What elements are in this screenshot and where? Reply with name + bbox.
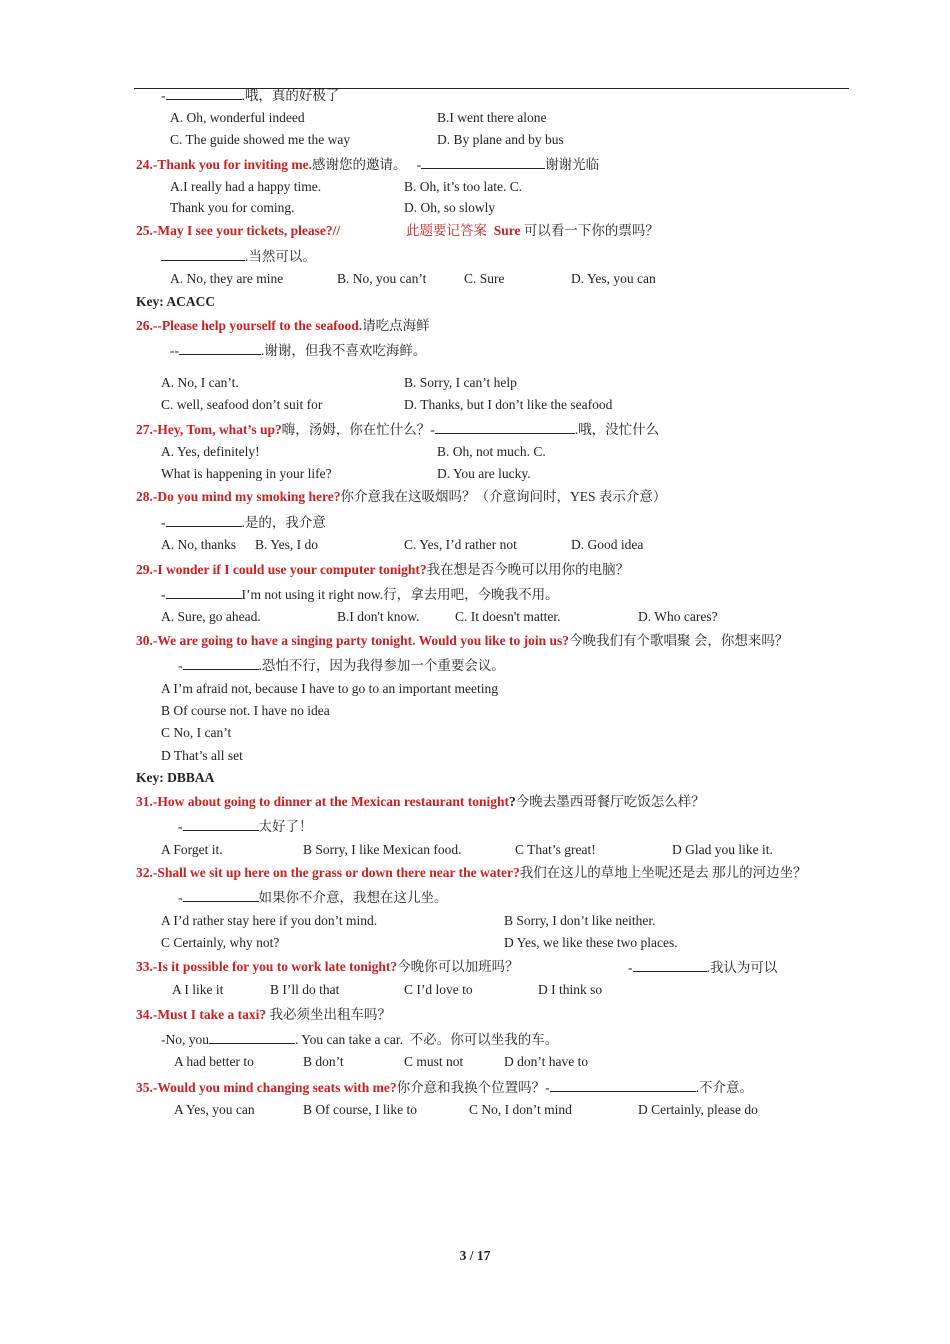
q28-option-a: A. No, thanks xyxy=(161,537,236,552)
q28-question: 28.-Do you mind my smoking here?你介意我在这吸烟吗？（介意询问时，YES 表示介意） xyxy=(136,489,667,504)
q24-option-d: D. Oh, so slowly xyxy=(404,200,496,215)
q27-option-a: A. Yes, definitely! xyxy=(161,444,260,459)
q30-option-d: D That’s all set xyxy=(161,748,243,763)
q25-option-b: B. No, you can’t xyxy=(337,271,427,286)
q26-option-c: C. well, seafood don’t suit for xyxy=(161,397,323,412)
q24-question: 24.-Thank you for inviting me.感谢您的邀请。 - 谢谢光临 xyxy=(136,157,600,172)
q23-reply: - .哦，真的好极了 xyxy=(161,88,340,103)
q30-option-a: A I’m afraid not, because I have to go to an important meeting xyxy=(161,681,499,696)
q33-option-d: D I think so xyxy=(538,982,603,997)
answer-key-1: Key: ACACC xyxy=(136,294,216,309)
q32-option-c: C Certainly, why not? xyxy=(161,935,280,950)
q27-question: 27.-Hey, Tom, what’s up?嗨，汤姆，你在忙什么？- .哦，没忙什么 xyxy=(136,422,660,437)
answer-blank[interactable] xyxy=(550,1078,696,1092)
answer-blank[interactable] xyxy=(179,341,261,355)
q27-option-d: D. You are lucky. xyxy=(437,466,531,481)
q33-reply: - .我认为可以 xyxy=(628,960,778,975)
q23-option-c: C. The guide showed me the way xyxy=(170,132,351,147)
q28-option-b: B. Yes, I do xyxy=(255,537,319,552)
q32-question: 32.-Shall we sit up here on the grass or down there near the water?我们在这儿的草地上坐呢还是去 那儿的河边坐？ xyxy=(136,865,807,880)
answer-blank[interactable] xyxy=(166,585,242,599)
q28-option-d: D. Good idea xyxy=(571,537,644,552)
q31-reply: - 太好了！ xyxy=(178,819,313,834)
q29-option-c: C. It doesn't matter. xyxy=(455,609,561,624)
q23-option-b: B.I went there alone xyxy=(437,110,547,125)
q29-option-b: B.I don't know. xyxy=(337,609,420,624)
q29-option-a: A. Sure, go ahead. xyxy=(161,609,261,624)
q35-option-b: B Of course, I like to xyxy=(303,1102,417,1117)
q24-option-b: B. Oh, it’s too late. C. xyxy=(404,179,523,194)
answer-blank[interactable] xyxy=(183,888,259,902)
q31-option-d: D Glad you like it. xyxy=(672,842,773,857)
page-number: 3 / 17 xyxy=(459,1248,491,1263)
q34-option-d: D don’t have to xyxy=(504,1054,589,1069)
q30-option-c: C No, I can’t xyxy=(161,725,232,740)
q25-note: 此题要记答案 Sure 可以看一下你的票吗？ xyxy=(406,223,659,238)
q26-option-a: A. No, I can’t. xyxy=(161,375,239,390)
q29-question: 29.-I wonder if I could use your computer tonight?我在想是否今晚可以用你的电脑？ xyxy=(136,562,630,577)
q35-option-d: D Certainly, please do xyxy=(638,1102,758,1117)
q25-question: 25.-May I see your tickets, please?// xyxy=(136,223,341,238)
q26-option-b: B. Sorry, I can’t help xyxy=(404,375,517,390)
q31-option-b: B Sorry, I like Mexican food. xyxy=(303,842,462,857)
q35-option-a: A Yes, you can xyxy=(174,1102,255,1117)
q28-reply: - .是的，我介意 xyxy=(161,515,326,530)
q33-question: 33.-Is it possible for you to work late tonight?今晚你可以加班吗？ xyxy=(136,959,519,974)
q23-option-d: D. By plane and by bus xyxy=(437,132,564,147)
q24-option-c: Thank you for coming. xyxy=(170,200,295,215)
answer-blank[interactable] xyxy=(166,86,242,100)
q27-option-b: B. Oh, not much. C. xyxy=(437,444,546,459)
q24-option-a: A.I really had a happy time. xyxy=(170,179,322,194)
answer-blank[interactable] xyxy=(183,817,259,831)
answer-blank[interactable] xyxy=(435,420,575,434)
q33-option-b: B I’ll do that xyxy=(270,982,340,997)
q31-option-c: C That’s great! xyxy=(515,842,596,857)
answer-blank[interactable] xyxy=(209,1030,295,1044)
q34-question: 34.-Must I take a taxi? 我必须坐出租车吗？ xyxy=(136,1007,391,1022)
q26-option-d: D. Thanks, but I don’t like the seafood xyxy=(404,397,613,412)
q32-reply: - 如果你不介意，我想在这儿坐。 xyxy=(178,890,448,905)
q35-question: 35.-Would you mind changing seats with me?你介意和我换个位置吗？- .不介意。 xyxy=(136,1080,754,1095)
q28-option-c: C. Yes, I’d rather not xyxy=(404,537,517,552)
q25-option-a: A. No, they are mine xyxy=(170,271,284,286)
q32-option-d: D Yes, we like these two places. xyxy=(504,935,678,950)
answer-blank[interactable] xyxy=(183,656,259,670)
q33-option-c: C I’d love to xyxy=(404,982,473,997)
q26-question: 26.--Please help yourself to the seafood.请吃点海鲜 xyxy=(136,318,430,333)
q25-option-d: D. Yes, you can xyxy=(571,271,656,286)
q27-option-c: What is happening in your life? xyxy=(161,466,332,481)
q29-option-d: D. Who cares? xyxy=(638,609,718,624)
q34-option-c: C must not xyxy=(404,1054,464,1069)
q30-option-b: B Of course not. I have no idea xyxy=(161,703,330,718)
q25-option-c: C. Sure xyxy=(464,271,505,286)
q34-reply: -No, you . You can take a car. 不必。你可以坐我的车。 xyxy=(161,1032,559,1047)
q32-option-a: A I’d rather stay here if you don’t mind. xyxy=(161,913,378,928)
q25-reply: .当然可以。 xyxy=(161,247,316,266)
q31-option-a: A Forget it. xyxy=(161,842,223,857)
q34-option-b: B don’t xyxy=(303,1054,344,1069)
q33-option-a: A I like it xyxy=(172,982,224,997)
q30-reply: - .恐怕不行，因为我得参加一个重要会议。 xyxy=(178,658,505,673)
q34-option-a: A had better to xyxy=(174,1054,254,1069)
q31-question: 31.-How about going to dinner at the Mexican restaurant tonight?今晚去墨西哥餐厅吃饭怎么样？ xyxy=(136,794,705,809)
answer-blank[interactable] xyxy=(166,513,242,527)
q32-option-b: B Sorry, I don’t like neither. xyxy=(504,913,656,928)
answer-blank[interactable] xyxy=(633,958,707,972)
q23-option-a: A. Oh, wonderful indeed xyxy=(170,110,305,125)
q30-question: 30.-We are going to have a singing party tonight. Would you like to join us?今晚我们有个歌唱聚 会，你想来吗？ xyxy=(136,633,789,648)
answer-key-2: Key: DBBAA xyxy=(136,770,215,785)
q26-reply: -- .谢谢，但我不喜欢吃海鲜。 xyxy=(170,343,427,358)
q35-option-c: C No, I don’t mind xyxy=(469,1102,572,1117)
q29-reply: - I’m not using it right now.行，拿去用吧，今晚我不用。 xyxy=(161,587,559,602)
answer-blank[interactable] xyxy=(161,247,245,261)
answer-blank[interactable] xyxy=(421,155,545,169)
